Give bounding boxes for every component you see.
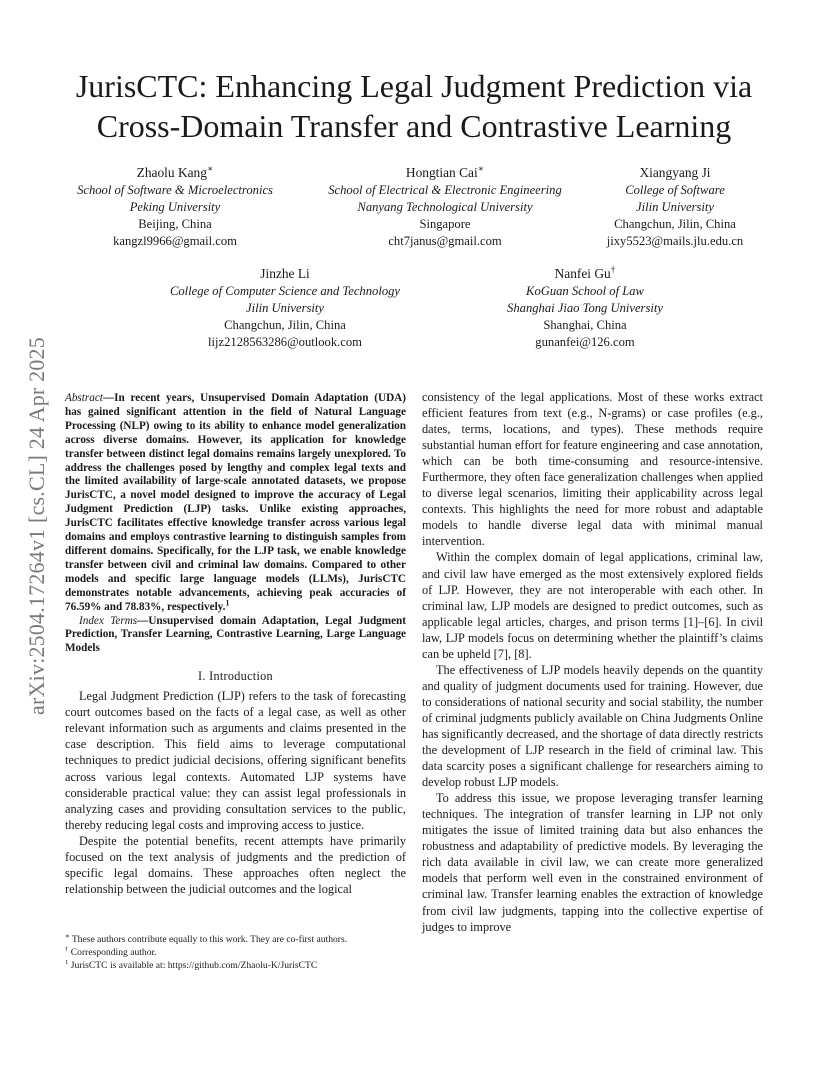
paragraph: The effectiveness of LJP models heavily depends on the quantity and quality of judgment documents used for training. However, due to considerations of national security and social stability, the number of criminal judgments publicly available on China Judgments Online has significantly decreased, and the shortage of data directly restricts the development of LJP research in the field of criminal law. This data scarcity poses a significant challenge for researchers aiming to develop robust LJP models. [422, 662, 763, 790]
author-name: Zhaolu Kang∗ [136, 164, 214, 180]
author-university: Peking University [129, 200, 221, 214]
author-location: Singapore [419, 217, 471, 231]
footnote: † Corresponding author. [65, 945, 157, 958]
author-department: KoGuan School of Law [526, 284, 644, 298]
author-university: Nanyang Technological University [357, 200, 533, 214]
author-email: kangzl9966@gmail.com [113, 234, 237, 248]
author-4 [140, 265, 430, 351]
paper-title [40, 66, 788, 146]
author-email: jixy5523@mails.jlu.edu.cn [606, 234, 744, 248]
author-email: gunanfei@126.com [535, 335, 635, 349]
paragraph: consistency of the legal applications. Most of these works extract efficient features from text (e.g., N-grams) or case profiles (e.g., dates, terms, locations, and types). These methods require substantial human effort for feature engineering and case annotation, which can be both time-consuming and resource-intensive. Furthermore, they often face generalization challenges when applied to diverse legal scenarios, limiting their applicability across legal contexts. This highlights the need for more robust and adaptable models to handle diverse legal data with minimal manual intervention. [422, 390, 763, 549]
paragraph: Within the complex domain of legal applications, criminal law, and civil law have emerged as the most extensively explored fields of LJP. However, they are not interoperable with each other. In criminal law, LJP models are designed to predict outcomes, such as applicable legal articles, charges, and prison terms [1]–[6]. In civil law, LJP models focus on determining whether the plaintiff’s claims can be upheld [7], [8]. [422, 550, 763, 661]
index-terms-text: —Unsupervised domain Adaptation, Legal Judgment Prediction, Transfer Learning, Contrastive Learning, Large Language Models [65, 614, 406, 655]
index-terms-label: Index Terms [79, 614, 138, 627]
left-column [65, 392, 406, 897]
author-5 [470, 265, 700, 351]
author-department: School of Software & Microelectronics [77, 183, 273, 197]
title-line-1: JurisCTC: Enhancing Legal Judgment Prediction via [75, 68, 753, 104]
author-2 [300, 164, 590, 250]
author-name: Hongtian Cai∗ [405, 164, 485, 180]
author-location: Beijing, China [138, 217, 212, 231]
section-heading: I. Introduction [198, 669, 273, 684]
title-line-2: Cross-Domain Transfer and Contrastive Learning [96, 108, 732, 144]
abstract-label: Abstract [65, 392, 103, 404]
abstract-text: —In recent years, Unsupervised Domain Adaptation (UDA) has gained significant attention in the field of Natural Language Processing (NLP) owing to its ability to enhance model generalization across diverse domains. However, its application for knowledge transfer between distinct legal domains remains largely unexplored. To address the challenges posed by lengthy and complex legal texts and the limited availability of large-scale annotated datasets, we propose JurisCTC, a novel model designed to improve the accuracy of Legal Judgment Prediction (LJP) tasks. Unlike existing approaches, JurisCTC facilitates effective knowledge transfer across various legal domains and employs contrastive learning to distinguish samples from different domains. Specifically, for the LJP task, we enable knowledge transfer between civil and criminal law domains. Compared to other models and specific large language models (LLMs), JurisCTC demonstrates notable advancements, achieving peak accuracies of 76.59% and 78.83%, respectively. [65, 392, 406, 613]
footnotes [65, 934, 405, 972]
author-location: Shanghai, China [543, 318, 627, 332]
author-3 [580, 164, 770, 250]
footnote: ∗ These authors contribute equally to this work. They are co-first authors. [65, 932, 348, 945]
author-university: Shanghai Jiao Tong University [507, 301, 663, 315]
author-department: College of Computer Science and Technology [169, 284, 401, 298]
author-1 [60, 164, 290, 250]
paragraph: Legal Judgment Prediction (LJP) refers to the task of forecasting court outcomes based on the facts of a legal case, as well as other relevant information such as arguments and claims presented in the case description. This field aims to leverage computational techniques to predict judicial decisions, offering significant benefits across various legal contexts. Automated LJP systems have considerable practical value: they can assist legal professionals in analyzing cases and providing consultation services to the public, thereby reducing legal costs and improving access to justice. [65, 689, 406, 832]
author-location: Changchun, Jilin, China [224, 318, 346, 332]
author-name: Xiangyang Ji [639, 165, 711, 180]
author-name: Nanfei Gu† [554, 265, 616, 281]
footnote-ref: 1 [225, 597, 230, 607]
abstract [65, 392, 406, 615]
paragraph: To address this issue, we propose leveraging transfer learning techniques. The integration of transfer learning in LJP not only mitigates the issue of limited training data but also enhances the robustness and adaptability of predictive models. By leveraging the rich data available in civil law, we can create more generalized models that perform well even in the constrained environment of criminal law. Transfer learning enables the extraction of knowledge from civil law judgments, tapping into the collective expertise of judges to improve [422, 791, 763, 934]
author-location: Changchun, Jilin, China [614, 217, 736, 231]
index-terms [65, 615, 406, 657]
author-name: Jinzhe Li [260, 266, 310, 281]
author-university: Jilin University [636, 200, 714, 214]
author-email: cht7janus@gmail.com [388, 234, 502, 248]
arxiv-sidebar-stamp [22, 286, 52, 766]
right-column [422, 389, 763, 935]
author-department: School of Electrical & Electronic Engineering [328, 183, 562, 197]
author-email: lijz2128563286@outlook.com [208, 335, 362, 349]
author-university: Jilin University [246, 301, 324, 315]
arxiv-identifier: arXiv:2504.17264v1 [cs.CL] 24 Apr 2025 [24, 337, 49, 715]
footnote: $^1$ JurisCTC is available at: https://github.com/Zhaolu-K/JurisCTC [65, 958, 318, 971]
author-department: College of Software [625, 183, 725, 197]
paragraph: Despite the potential benefits, recent attempts have primarily focused on the text analysis of judgments and the prediction of specific legal domains. These approaches often neglect the relationship between the judicial outcomes and the logical [65, 833, 406, 896]
